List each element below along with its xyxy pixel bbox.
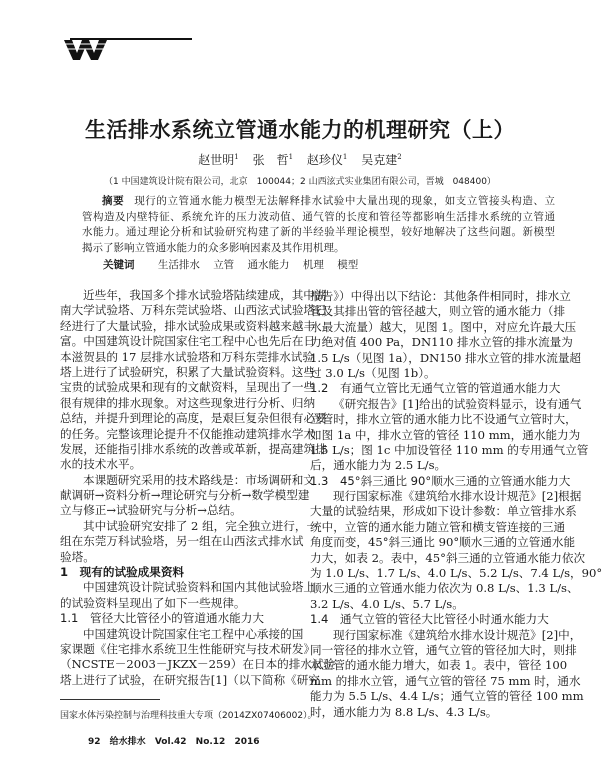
text-line: 中国建筑设计院国家住宅工程中心承接的国 bbox=[83, 626, 304, 641]
body-left-column bbox=[60, 288, 336, 688]
text-line: 水立管的通水能力增大，如表 1。表中，管径 100 bbox=[310, 658, 568, 673]
text-line: 统中，立管的通水能力随立管和横支管连接的三通 bbox=[310, 519, 566, 534]
text-line: 时，通水能力为 8.8 L/s、4.3 L/s。 bbox=[310, 704, 498, 719]
text-line: 水的技术水平。 bbox=[60, 457, 142, 472]
text-line: 1.5 L/s（见图 1a），DN150 排水立管的排水流量超 bbox=[310, 350, 582, 365]
text-line: 为 1.0 L/s、1.7 L/s、4.0 L/s、5.2 L/s、7.4 L/s，90° bbox=[310, 566, 602, 581]
text-line: 如图 1a 中，排水立管的管径 110 mm，通水能力为 bbox=[310, 427, 581, 442]
journal-name: 给水排水 bbox=[109, 737, 146, 747]
author: 吴克建$^2$ bbox=[361, 153, 402, 167]
text-line: 顺水三通的立管通水能力依次为 0.8 L/s、1.3 L/s、 bbox=[310, 581, 579, 596]
keyword: 通水能力 bbox=[247, 259, 290, 271]
text-line: 报告》）中得出以下结论：其他条件相同时，排水立 bbox=[310, 289, 571, 303]
text-line: 角度而变，45°斜三通比 90°顺水三通的立管通水能 bbox=[310, 535, 576, 550]
text-line: 经进行了大量试验，排水试验成果或资料越来越丰 bbox=[60, 318, 316, 333]
keyword: 机理 bbox=[302, 259, 324, 271]
paper-title: 生活排水系统立管通水能力的机理研究（上） bbox=[85, 118, 515, 142]
text-line: 家课题《住宅排水系统卫生性能研究与技术研发》 bbox=[60, 641, 316, 656]
keywords-label: 关键词 bbox=[103, 259, 135, 271]
year: 2016 bbox=[234, 737, 260, 747]
text-line: 同一管径的排水立管，通气立管的管径加大时，则排 bbox=[310, 642, 577, 657]
text-line: 过 3.0 L/s（见图 1b）。 bbox=[310, 365, 436, 380]
abstract-label: 摘要 bbox=[102, 195, 125, 207]
funding-footnote: 国家水体污染控制与治理科技重大专项（2014ZX07406002）。 bbox=[60, 711, 317, 721]
text-line: 立管时，排水立管的通水能力比不设通气立管时大， bbox=[310, 412, 577, 427]
text-line: 献调研→资料分析→理论研究与分析→数学模型建 bbox=[60, 488, 310, 503]
text-line: 很有规律的排水现象。对这些现象进行分析、归纳 bbox=[60, 395, 316, 410]
text-line: 富。中国建筑设计院国家住宅工程中心也先后在日 bbox=[60, 334, 316, 349]
text-line: 中国建筑设计院试验资料和国内其他试验塔上 bbox=[83, 580, 315, 595]
page-number: 92 bbox=[88, 737, 101, 747]
journal-logo bbox=[62, 36, 192, 62]
text-line: 验塔。 bbox=[60, 549, 95, 564]
text-line: 的任务。完整该理论提升不仅能推动建筑排水学术 bbox=[60, 426, 316, 441]
text-line: 南大学试验塔、万科东莞试验塔、山西泫式试验塔已 bbox=[60, 303, 327, 318]
subsection-heading: 1.2 有通气立管比无通气立管的管道通水能力大 bbox=[310, 381, 561, 396]
text-line: 组在东莞万科试验塔，另一组在山西泫式排水试 bbox=[60, 534, 304, 549]
keyword: 模型 bbox=[337, 259, 359, 271]
text-line: 塔上进行了试验研究，积累了大量试验资料。这些 bbox=[60, 364, 316, 379]
text-line: 管及其排出管的管径越大，则立管的通水能力（排 bbox=[310, 304, 566, 319]
keyword: 生活排水 bbox=[157, 259, 200, 271]
author-list bbox=[0, 151, 600, 168]
text-line: mm 的排水立管，通气立管的管径 75 mm 时，通水 bbox=[310, 673, 581, 688]
text-line: 总结，并提升到理论的高度，是艰巨复杂但很有必要 bbox=[60, 411, 327, 426]
footnote-divider bbox=[60, 699, 160, 700]
text-line: 本课题研究采用的技术路线是：市场调研和文 bbox=[83, 472, 315, 487]
issue: No.12 bbox=[195, 737, 226, 747]
text-line: 的试验资料呈现出了如下一些规律。 bbox=[60, 595, 246, 610]
section-heading: 1 现有的试验成果资料 bbox=[60, 565, 185, 580]
author: 赵珍仪$^1$ bbox=[306, 153, 348, 167]
text-line: 塔上进行了试验，在研究报告[1]（以下简称《研究 bbox=[60, 672, 320, 687]
text-line: 力大，如表 2。表中，45°斜三通的立管通水能力依次 bbox=[310, 550, 586, 565]
text-line: 近些年，我国多个排水试验塔陆续建成，其中湖 bbox=[83, 288, 327, 302]
text-line: 现行国家标准《建筑给水排水设计规范》[2]根据 bbox=[333, 489, 582, 504]
text-line: 宝贵的试验成果和现有的文献资料，呈现出了一些 bbox=[60, 380, 316, 395]
text-line: （NCSTE－2003－JKZX－259）在日本的排水试验 bbox=[60, 657, 336, 672]
text-line: 本滋贺县的 17 层排水试验塔和万科东莞排水试验 bbox=[60, 349, 314, 364]
text-line: 发展，还能指引排水系统的改善或革新，提高建筑排 bbox=[60, 441, 327, 456]
keywords bbox=[103, 257, 358, 272]
page-footer bbox=[88, 734, 260, 747]
keyword: 立管 bbox=[213, 259, 235, 271]
volume: Vol.42 bbox=[154, 737, 187, 747]
text-line: 水最大流量）越大，见图 1。图中，对应允许最大压 bbox=[310, 319, 577, 334]
text-line: 其中试验研究安排了 2 组，完全独立进行，一 bbox=[83, 518, 319, 533]
text-line: 能力为 5.5 L/s、4.4 L/s；通气立管的管径 100 mm bbox=[310, 689, 584, 704]
body-right-column bbox=[310, 289, 602, 720]
abstract: 摘要 现行的立管通水能力模型无法解释排水试验中大量出现的现象，如支立管接头构造、立 管构造及内壁特征、系统允许的压力波动值、通气管的长度和管径等都影响生活排水系统的立管通 水能力。通过理论分析和试验研究构建了新的半经验半理论模型，较好地解决了这些问题。新模型 揭示了影响立管通水能力的众多影响因素及其作用机理。 bbox=[82, 195, 556, 254]
text-line: 现行国家标准《建筑给水排水设计规范》[2]中， bbox=[333, 627, 582, 642]
text-line: 大量的试验结果，形成如下设计参数：单立管排水系 bbox=[310, 504, 577, 519]
subsection-heading: 1.3 45°斜三通比 90°顺水三通的立管通水能力大 bbox=[310, 473, 571, 488]
text-line: 《研究报告》[1]给出的试验资料显示，设有通气 bbox=[333, 396, 582, 411]
text-line: 1.5 L/s；图 1c 中加设管径 110 mm 的专用通气立管 bbox=[310, 442, 589, 457]
author: 张 哲$^1$ bbox=[252, 153, 294, 167]
subsection-heading: 1.4 通气立管的管径大比管径小时通水能力大 bbox=[310, 612, 549, 627]
author: 赵世明$^1$ bbox=[198, 153, 239, 167]
affiliation: （1 中国建筑设计院有限公司，北京 100044；2 山西泫式实业集团有限公司，晋城 048400） bbox=[104, 177, 496, 187]
text-line: 力绝对值 400 Pa，DN110 排水立管的排水流量为 bbox=[310, 335, 573, 350]
text-line: 立与修正→试验研究与分析→总结。 bbox=[60, 503, 242, 518]
text-line: 后，通水能力为 2.5 L/s。 bbox=[310, 458, 447, 473]
text-line: 3.2 L/s、4.0 L/s、5.7 L/s。 bbox=[310, 596, 464, 611]
subsection-heading: 1.1 管径大比管径小的管道通水能力大 bbox=[60, 611, 264, 626]
